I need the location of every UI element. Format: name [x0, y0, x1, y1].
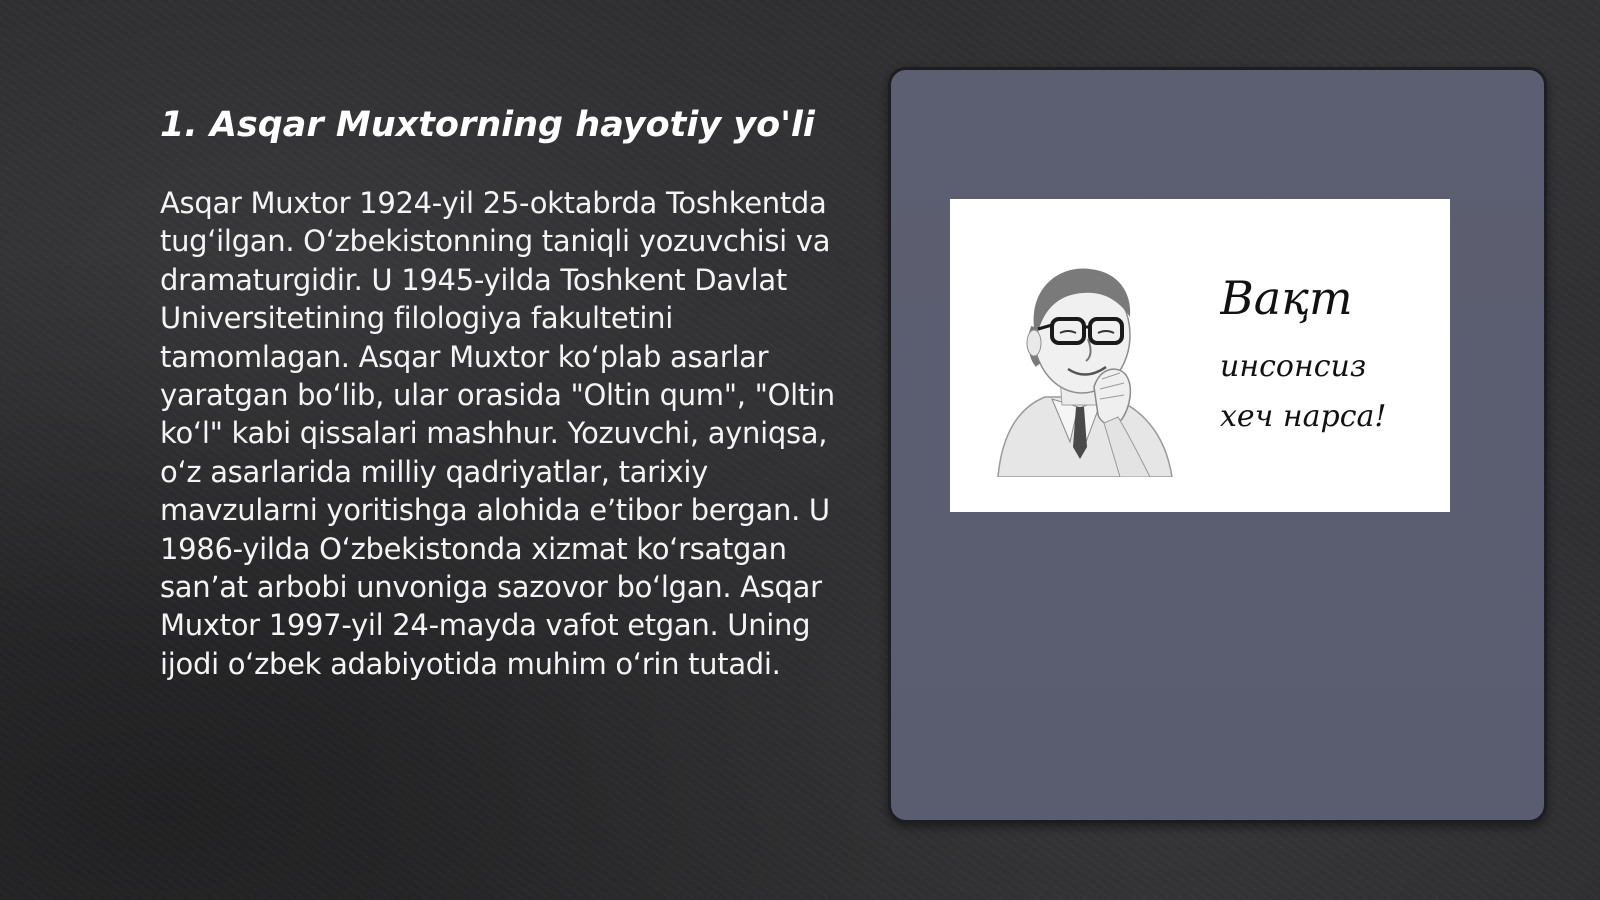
quote-line-1: Вақт: [1220, 271, 1353, 325]
quote-line-3: хеч нарса!: [1220, 399, 1387, 434]
slide-title: 1. Asqar Muxtorning hayotiy yo'li: [160, 105, 815, 145]
portrait-sketch: [990, 247, 1180, 477]
handwritten-quote: [1220, 254, 1430, 464]
biography-text: Asqar Muxtor 1924-yil 25-oktabrda Toshkentda tug‘ilgan. O‘zbekistonning taniqli yozuvchisi va dramaturgidir. U 1945-yilda Toshkent Davlat Universitetining filologiya fakultetini tamomlagan. Asqar Muxtor ko‘plab asarlar yaratgan bo‘lib, ular orasida "Oltin qum", "Oltin ko‘l" kabi qissalari mashhur. Yozuvchi, ayniqsa, o‘z asarlarida milliy qadriyatlar, tarixiy mavzularni yoritishga alohida e’tibor bergan. U 1986-yilda O‘zbekistonda xizmat ko‘rsatgan san’at arbobi unvoniga sazovor bo‘lgan. Asqar Muxtor 1997-yil 24-mayda vafot etgan. Uning ijodi o‘zbek adabiyotida muhim o‘rin tutadi.: [160, 186, 835, 681]
quote-line-2: инсонсиз: [1220, 349, 1367, 384]
author-portrait-image: [950, 199, 1450, 512]
